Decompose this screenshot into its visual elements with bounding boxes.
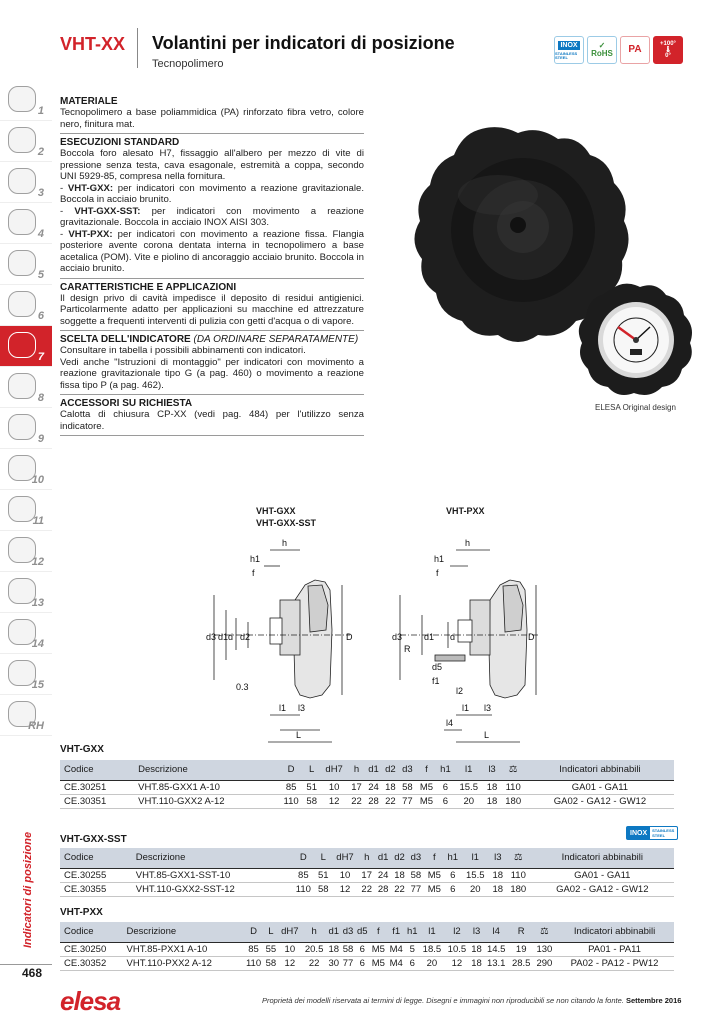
elesa-logo: elesa — [60, 986, 121, 1016]
check-icon: ✓ — [598, 41, 606, 50]
drawing-label-gxx-sst: VHT-GXX-SST — [256, 518, 317, 528]
header-divider — [137, 28, 138, 68]
dim-R: R — [404, 644, 411, 654]
sidebar-chapter-14[interactable]: 14 — [0, 613, 52, 654]
table-title-gxx: VHT-GXX — [60, 744, 104, 755]
sidebar-chapter-2[interactable]: 2 — [0, 121, 52, 162]
sidebar-chapter-12[interactable]: 12 — [0, 531, 52, 572]
section-caratteristiche: CARATTERISTICHE E APPLICAZIONI Il design privo di cavità impedisce il deposito di residui antigienici. Particolarmente adatto per applicazioni su macchine ed attrezzature soggette a frequenti interventi di pulizia con getti d'acqua o di vapore. — [60, 282, 364, 332]
dim-d3-left: d3 — [206, 632, 217, 642]
page-number-rule — [0, 964, 52, 965]
dim-D-left: D — [346, 632, 353, 642]
dim-l3-right: l3 — [484, 703, 492, 713]
handwheel-front-image — [579, 284, 692, 395]
page-number: 468 — [22, 966, 43, 980]
sidebar-chapter-4[interactable]: 4 — [0, 203, 52, 244]
sidebar-chapter-3[interactable]: 3 — [0, 162, 52, 203]
table-row: CE.30355 VHT.110-GXX2-SST-12 110 58 12 22 28 22 77 M5 6 20 18 180 GA02 - GA12 - GW12 — [60, 882, 674, 896]
table-title-gxx-sst: VHT-GXX-SST — [60, 834, 127, 845]
dim-f1: f1 — [432, 676, 440, 686]
dim-d1-right: d1 — [424, 632, 435, 642]
dim-chamfer: 0.3 — [236, 682, 249, 692]
inox-stainless-badge: INOX STAINLESS STEEL — [626, 826, 678, 840]
sidebar-chapter-13[interactable]: 13 — [0, 572, 52, 613]
sidebar-chapter-1[interactable]: 1 — [0, 80, 52, 121]
pa-badge: PA — [620, 36, 650, 64]
dim-f-left: f — [252, 568, 255, 578]
dim-d2-left: d2 — [240, 632, 251, 642]
cap-icon — [8, 291, 36, 317]
section-materiale: MATERIALE Tecnopolimero a base poliammidica (PA) rinforzato fibra vetro, colore nero, finitura mat. — [60, 96, 364, 134]
dim-d5: d5 — [432, 662, 443, 672]
sidebar-chapter-6[interactable]: 6 — [0, 285, 52, 326]
product-code: VHT-XX — [60, 34, 126, 54]
description-sections — [60, 96, 364, 439]
dim-h1-left: h1 — [250, 554, 261, 564]
dim-d-left: d — [228, 632, 234, 642]
handle-icon — [8, 209, 36, 235]
drawing-gxx — [214, 550, 350, 742]
lever-icon — [8, 168, 36, 194]
rohs-badge: ✓ RoHS — [587, 36, 617, 64]
footer-date: Settembre 2016 — [626, 996, 682, 1005]
page-title: Volantini per indicatori di posizione — [152, 33, 455, 53]
section-vertical-label: Indicatori di posizione — [22, 831, 34, 948]
table-row: CE.30255 VHT.85-GXX1-SST-10 85 51 10 17 24 18 58 M5 6 15.5 18 110 GA01 - GA11 — [60, 868, 674, 882]
chapter-sidebar — [0, 80, 52, 736]
sidebar-chapter-5[interactable]: 5 — [0, 244, 52, 285]
handwheel-icon — [8, 86, 36, 112]
table-row: CE.30251 VHT.85-GXX1 A-10 85 51 10 17 24 18 58 M5 6 15.5 18 110 GA01 - GA11 — [60, 780, 674, 794]
section-scelta: SCELTA DELL'INDICATORE (DA ORDINARE SEPARATAMENTE) Consultare in tabella i possibili abbinamenti con indicatori. Vedi anche "Istruzioni di montaggio" per indicatori con movimento a reazione gravitazionale tipo G (a pag. 460) o movimento a reazione fissa tipo P (a pag. 462). — [60, 334, 364, 395]
page-subtitle: Tecnopolimero — [152, 58, 224, 70]
sidebar-chapter-11[interactable]: 11 — [0, 490, 52, 531]
sidebar-chapter-15[interactable]: 15 — [0, 654, 52, 695]
weight-icon: ⚖ — [534, 922, 555, 942]
dim-l3-left: l3 — [298, 703, 306, 713]
technical-drawing — [200, 530, 540, 750]
table-gxx: Codice Descrizione D L dH7 h d1 d2 d3 f h1 l1 l3 ⚖ Indicatori abbinabili CE.30251 VHT.85-GXX1 A-10 85 51 10 17 24 18 58 M5 6 15.5 18 110 GA01 - GA11 CE.30351 VHT.110-GXX2 A-12 110 58 12 22 28 22 77 M5 6 20 18 180 GA02 - GA12 - GW12 — [60, 760, 674, 809]
dim-L-right: L — [484, 730, 490, 740]
plug-icon — [8, 250, 36, 276]
table-gxx-sst: Codice Descrizione D L dH7 h d1 d2 d3 f h1 l1 l3 ⚖ Indicatori abbinabili CE.30255 VHT.85-GXX1-SST-10 85 51 10 17 24 18 58 M5 6 15.5 18 110 GA01 - GA11 CE.30355 VHT.110-GXX2-SST-12 110 58 12 22 28 22 77 M5 6 20 18 180 GA02 - GA12 - GW12 — [60, 848, 674, 897]
dim-l1-right: l1 — [462, 703, 470, 713]
table-row: CE.30351 VHT.110-GXX2 A-12 110 58 12 22 28 22 77 M5 6 20 18 180 GA02 - GA12 - GW12 — [60, 794, 674, 808]
section-accessori: ACCESSORI SU RICHIESTA Calotta di chiusura CP-XX (vedi pag. 484) per l'utilizzo senza indicatore. — [60, 398, 364, 436]
knob-icon — [8, 127, 36, 153]
thermometer-icon: 🌡 — [664, 47, 672, 53]
dim-d1-left: d1 — [218, 632, 229, 642]
weight-icon: ⚖ — [500, 760, 525, 780]
weight-icon: ⚖ — [506, 848, 531, 868]
dim-l4: l4 — [446, 718, 454, 728]
table-pxx: Codice Descrizione D L dH7 h d1 d3 d5 f f1 h1 l1 l2 l3 l4 R ⚖ Indicatori abbinabili CE.30250 VHT.85-PXX1 A-10 85 55 10 20.5 18 58 6 M5 M4 5 18.5 10.5 18 14.5 19 130 PA01 - PA11 CE.30352 VHT.110-PXX2 A-12 110 58 12 22 30 77 6 M5 M4 6 20 12 18 13.1 28.5 290 PA02 - PA12 - PW12 — [60, 922, 674, 971]
drawing-label-pxx: VHT-PXX — [446, 506, 485, 516]
property-badges — [554, 36, 683, 64]
dim-d-right: d — [450, 632, 456, 642]
photo-caption: ELESA Original design — [595, 403, 676, 412]
inox-badge: INOX STAINLESS STEEL — [554, 36, 584, 64]
drawing-pxx — [400, 550, 540, 742]
dim-L-left: L — [296, 730, 302, 740]
drawing-label-gxx: VHT-GXX — [256, 506, 296, 516]
temperature-badge: +100° 🌡 0° — [653, 36, 683, 64]
sidebar-chapter-7[interactable]: 7 — [0, 326, 52, 367]
sidebar-chapter-rh[interactable]: RH — [0, 695, 52, 736]
dim-l2: l2 — [456, 686, 464, 696]
table-row: CE.30250 VHT.85-PXX1 A-10 85 55 10 20.5 18 58 6 M5 M4 5 18.5 10.5 18 14.5 19 130 PA01 - PA11 — [60, 942, 674, 956]
sidebar-chapter-10[interactable]: 10 — [0, 449, 52, 490]
dim-d3-right: d3 — [392, 632, 403, 642]
product-photo — [378, 95, 708, 395]
indexing-plunger-icon — [8, 373, 36, 399]
dim-h1-right: h1 — [434, 554, 445, 564]
dim-h-left: h — [282, 538, 288, 548]
dim-f-right: f — [436, 568, 439, 578]
dim-D-right: D — [528, 632, 535, 642]
table-row: CE.30352 VHT.110-PXX2 A-12 110 58 12 22 30 77 6 M5 M4 6 20 12 18 13.1 28.5 290 PA02 - PA12 - PW12 — [60, 956, 674, 970]
table-title-pxx: VHT-PXX — [60, 907, 103, 918]
sidebar-chapter-8[interactable]: 8 — [0, 367, 52, 408]
dim-l1-left: l1 — [279, 703, 287, 713]
section-esecuzioni: ESECUZIONI STANDARD Boccola foro alesato H7, fissaggio all'albero per mezzo di vite di pressione senza testa, cava esagonale, estremità a coppa, secondo UNI 5929-85, compresa nella fornitura. - VHT-GXX: per indicatori con movimento a reazione gravitazionale. Boccola in acciaio brunito. - VHT-GXX-SST: per indicatori con movimento a reazione gravitazionale. Boccola in acciaio INOX AISI 303. - VHT-PXX: per indicatori con movimento a reazione fissa. Flangia posteriore avente corona dentata interna in tecnopolimero a base acetalica (POM). Vite e piolino di ancoraggio acciaio brunito. Boccola in acciaio brunito. — [60, 137, 364, 279]
sidebar-chapter-9[interactable]: 9 — [0, 408, 52, 449]
clamp-icon — [8, 414, 36, 440]
footer-copyright-note: Proprietà dei modelli riservata ai termini di legge. Disegni e immagini non riproducibili se non citando la fonte. — [262, 996, 624, 1005]
indicator-icon — [8, 332, 36, 358]
dim-h-right: h — [465, 538, 471, 548]
